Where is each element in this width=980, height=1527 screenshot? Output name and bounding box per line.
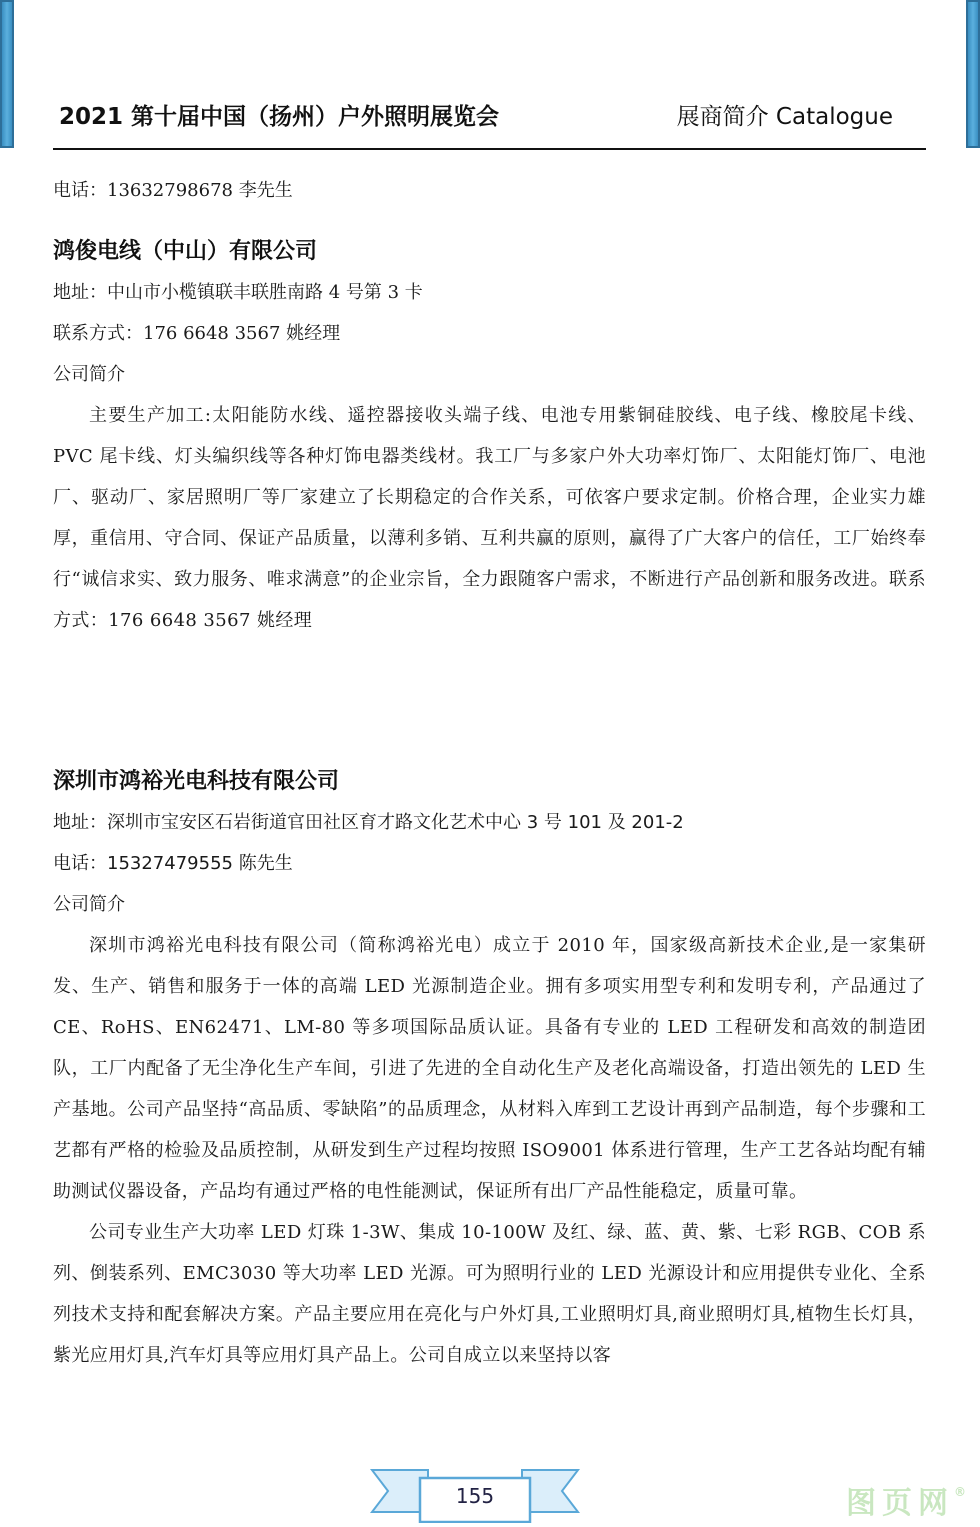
company-address: 地址：深圳市宝安区石岩街道官田社区育才路文化艺术中心 3 号 101 及 201-2 <box>53 812 684 833</box>
continuation-phone: 电话：13632798678 李先生 <box>53 180 293 201</box>
header-title <box>59 98 499 131</box>
registered-mark: ® <box>954 1485 966 1499</box>
company-intro-paragraph: 公司专业生产大功率 LED 灯珠 1-3W、集成 10-100W 及红、绿、蓝、黄、紫、七彩 RGB、COB 系列、倒装系列、EMC3030 等大功率 LED 光源。可为照明行业的 LED 光源设计和应用提供专业化、全系列技术支持和配套解决方案。产品主要应用在亮化与户外灯具,工业照明灯具,商业照明灯具,植物生长灯具，紫光应用灯具,汽车灯具等应用灯具产品上。公司自成立以来坚持以客 <box>53 1222 926 1366</box>
company-name: 深圳市鸿裕光电科技有限公司 <box>53 769 340 794</box>
company-name: 鸿俊电线（中山）有限公司 <box>53 239 318 264</box>
page-number-ribbon <box>370 1466 580 1523</box>
page-header <box>55 98 925 132</box>
company-intro-paragraph: 深圳市鸿裕光电科技有限公司（简称鸿裕光电）成立于 2010 年，国家级高新技术企业,是一家集研发、生产、销售和服务于一体的高端 LED 光源制造企业。拥有多项实用型专利和发明专利，产品通过了 CE、RoHS、EN62471、LM-80 等多项国际品质认证。具备有专业的 LED 工程研发和高效的制造团队，工厂内配备了无尘净化生产车间，引进了先进的全自动化生产及老化高端设备，打造出领先的 LED 生产基地。公司产品坚持“高品质、零缺陷”的品质理念，从材料入库到工艺设计再到产品制造，每个步骤和工艺都有严格的检验及品质控制，从研发到生产过程均按照 ISO9001 体系进行管理，生产工艺各站均配有辅助测试仪器设备，产品均有通过严格的电性能测试，保证所有出厂产品性能稳定，质量可靠。 <box>53 935 926 1202</box>
company-block-hongyu <box>53 761 926 1376</box>
company-contact <box>53 843 926 884</box>
contact-prefix: 电话： <box>53 853 107 874</box>
header-exhibition: 第十届中国（扬州）户外照明展览会 <box>131 104 500 130</box>
watermark-logo: 图页网® <box>846 1485 966 1521</box>
company-intro-label: 公司简介 <box>53 894 125 915</box>
header-divider <box>53 148 926 150</box>
header-year: 2021 <box>59 104 124 130</box>
company-intro-paragraph: 主要生产加工:太阳能防水线、遥控器接收头端子线、电池专用紫铜硅胶线、电子线、橡胶尾卡线、PVC 尾卡线、灯头编织线等各种灯饰电器类线材。我工厂与多家户外大功率灯饰厂、太阳能灯饰厂、电池厂、驱动厂、家居照明厂等厂家建立了长期稳定的合作关系，可依客户要求定制。价格合理，企业实力雄厚，重信用、守合同、保证产品质量，以薄利多销、互利共赢的原则，赢得了广大客户的信任，工厂始终奉行“诚信求实、致力服务、唯求满意”的企业宗旨，全力跟随客户需求，不断进行产品创新和服务改进。联系方式：176 6648 3567 姚经理 <box>53 405 926 631</box>
company-intro-label: 公司简介 <box>53 364 125 385</box>
company-contact: 联系方式：176 6648 3567 姚经理 <box>53 323 341 344</box>
header-section: 展商简介 Catalogue <box>676 104 893 130</box>
company-address: 地址：中山市小榄镇联丰联胜南路 4 号第 3 卡 <box>53 282 423 303</box>
contact-name: 陈先生 <box>232 853 293 874</box>
right-edge-bar <box>966 0 980 148</box>
left-edge-bar <box>0 0 14 148</box>
company-block-hongjun <box>53 231 926 641</box>
contact-number: 15327479555 <box>107 853 233 874</box>
page-content <box>53 170 926 1376</box>
page-number: 155 <box>455 1484 495 1508</box>
